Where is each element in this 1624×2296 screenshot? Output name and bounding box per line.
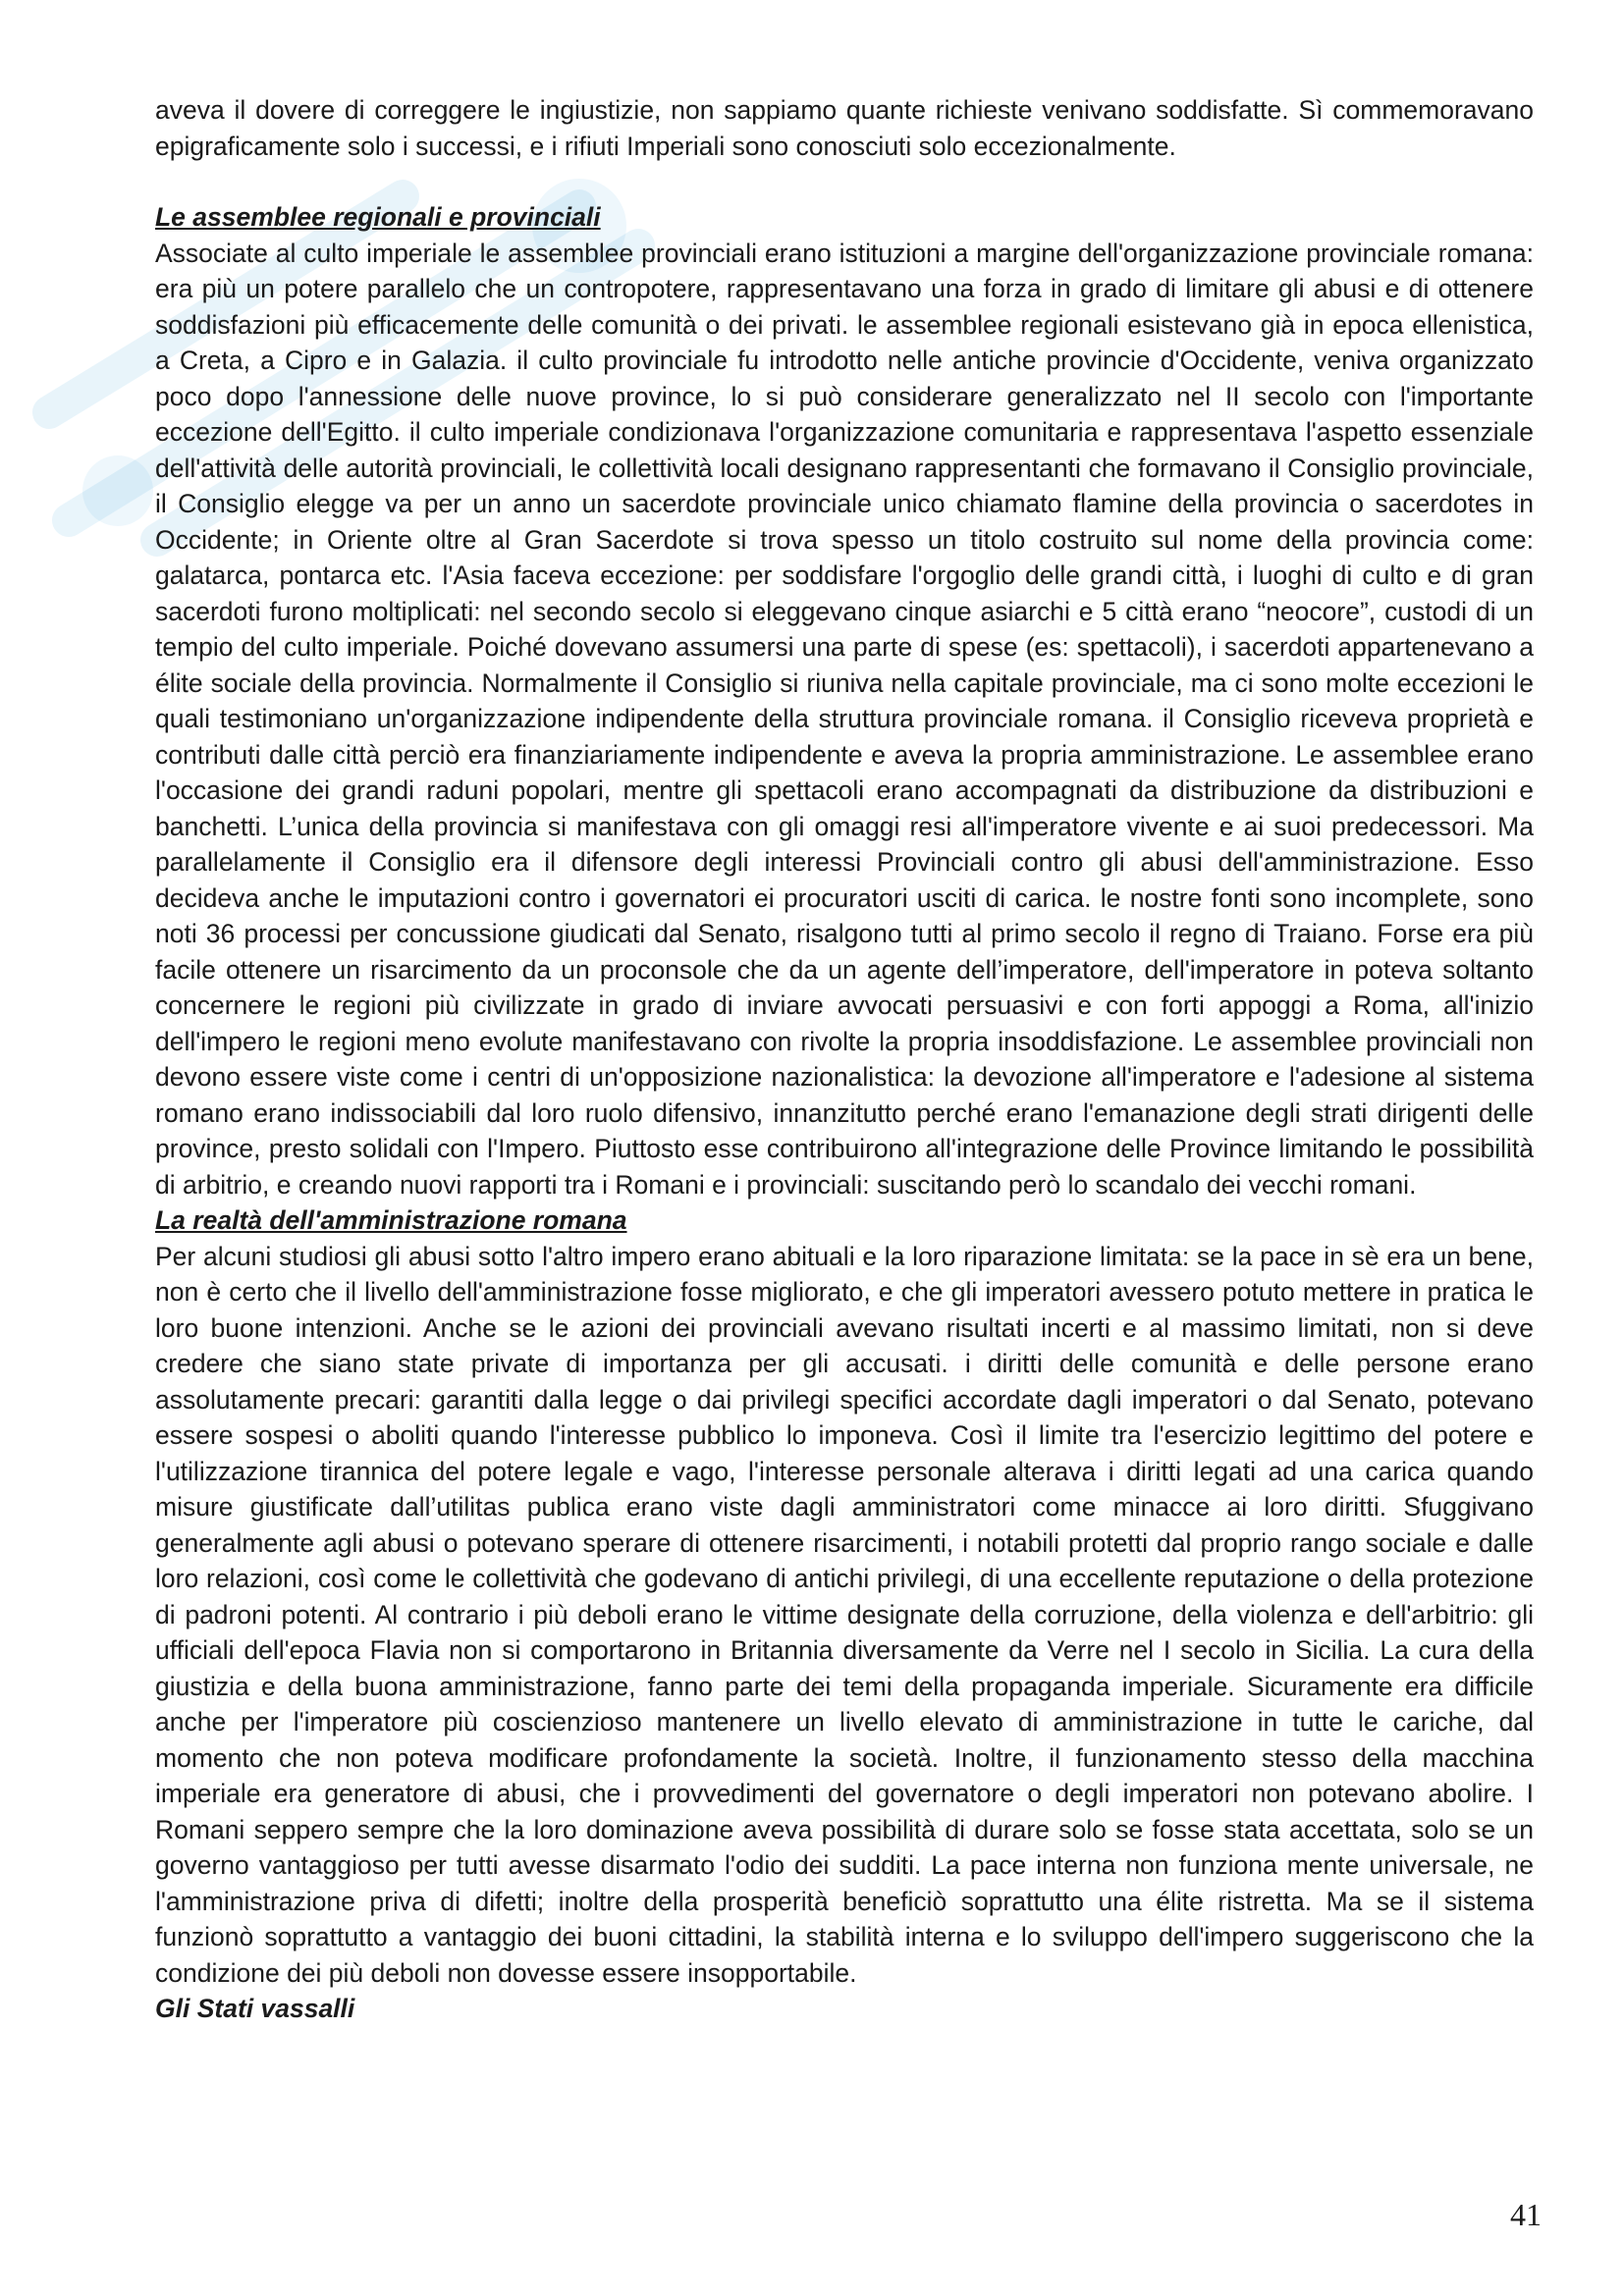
section-heading-assemblee: Le assemblee regionali e provinciali (155, 202, 601, 232)
opening-paragraph: aveva il dovere di correggere le ingiustizie, non sappiamo quante richieste venivano soddisfatte. Sì commemoravano epigraficamente solo i successi, e i rifiuti Imperiali sono conosciuti solo eccezionalmente. (155, 95, 1534, 161)
section-heading-stati-vassalli: Gli Stati vassalli (155, 1994, 355, 2023)
section-body-assemblee: Associate al culto imperiale le assemblee provinciali erano istituzioni a margine dell'organizzazione provinciale romana: era più un potere parallelo che un contropotere, rappresentavano una forza in grado di limitare gli abusi e di ottenere soddisfazioni più efficacemente delle comunità o dei privati. le assemblee regionali esistevano già in epoca ellenistica, a Creta, a Cipro e in Galazia. il culto provinciale fu introdotto nelle antiche provincie d'Occidente, veniva organizzato poco dopo l'annessione delle nuove province, lo si può considerare generalizzato nel II secolo con l'importante eccezione dell'Egitto. il culto imperiale condizionava l'organizzazione comunitaria e rappresentava l'aspetto essenziale dell'attività delle autorità provinciali, le collettività locali designano rappresentanti che formavano il Consiglio provinciale, il Consiglio elegge va per un anno un sacerdote provinciale unico chiamato flamine della provincia o sacerdotes in Occidente; in Oriente oltre al Gran Sacerdote si trova spesso un titolo costruito sul nome della provincia come: galatarca, pontarca etc. l'Asia faceva eccezione: per soddisfare l'orgoglio delle grandi città, i luoghi di culto e di gran sacerdoti furono moltiplicati: nel secondo secolo si eleggevano cinque asiarchi e 5 città erano “neocore”, custodi di un tempio del culto imperiale. Poiché dovevano assumersi una parte di spese (es: spettacoli), i sacerdoti appartenevano a élite sociale della provincia. Normalmente il Consiglio si riuniva nella capitale provinciale, ma ci sono molte eccezioni le quali testimoniano un'organizzazione indipendente della struttura provinciale romana. il Consiglio riceveva proprietà e contributi dalle città perciò era finanziariamente indipendente e aveva la propria amministrazione. Le assemblee erano l'occasione dei grandi raduni popolari, mentre gli spettacoli erano accompagnati da distribuzione da distribuzioni e banchetti. L’unica della provincia si manifestava con gli omaggi resi all'imperatore vivente e ai suoi predecessori. Ma parallelamente il Consiglio era il difensore degli interessi Provinciali contro gli abusi dell'amministrazione. Esso decideva anche le imputazioni contro i governatori ei procuratori usciti di carica. le nostre fonti sono incomplete, sono noti 36 processi per concussione giudicati dal Senato, risalgono tutti al primo secolo il regno di Traiano. Forse era più facile ottenere un risarcimento da un proconsole che da un agente dell’imperatore, dell'imperatore in poteva soltanto concernere le regioni più civilizzate in grado di inviare avvocati persuasivi e con forti appoggi a Roma, all'inizio dell'impero le regioni meno evolute manifestavano con rivolte la propria insoddisfazione. Le assemblee provinciali non devono essere viste come i centri di un'opposizione nazionalistica: la devozione all'imperatore e l'adesione al sistema romano erano indissociabili dal loro ruolo difensivo, innanzitutto perché erano l'emanazione degli strati dirigenti delle province, presto solidali con l'Impero. Piuttosto esse contribuirono all'integrazione delle Province limitando le possibilità di arbitrio, e creando nuovi rapporti tra i Romani e i provinciali: suscitando però lo scandalo dei vecchi romani. (155, 238, 1534, 1200)
paragraph-spacer (155, 164, 1534, 199)
page-number: 41 (1510, 2197, 1542, 2232)
page-content (155, 92, 1534, 2027)
section-body-realta: Per alcuni studiosi gli abusi sotto l'altro impero erano abituali e la loro riparazione limitata: se la pace in sè era un bene, non è certo che il livello dell'amministrazione fosse migliorato, e che gli imperatori avessero potuto mettere in pratica le loro buone intenzioni. Anche se le azioni dei provinciali avevano risultati incerti e al massimo limitati, non si deve credere che siano state private di importanza per gli accusati. i diritti delle comunità e delle persone erano assolutamente precari: garantiti dalla legge o dai privilegi specifici accordate dagli imperatori o dal Senato, potevano essere sospesi o aboliti quando l'interesse pubblico lo imponeva. Così il limite tra l'esercizio legittimo del potere e l'utilizzazione tirannica del potere legale e vago, l'interesse personale alterava i diritti legati ad una carica quando misure giustificate dall’utilitas publica erano viste dagli amministratori come minacce ai loro diritti. Sfuggivano generalmente agli abusi o potevano sperare di ottenere risarcimenti, i notabili protetti dal proprio rango sociale e dalle loro relazioni, così come le collettività che godevano di antichi privilegi, di una eccellente reputazione o della protezione di padroni potenti. Al contrario i più deboli erano le vittime designate della corruzione, della violenza e dell'arbitrio: gli ufficiali dell'epoca Flavia non si comportarono in Britannia diversamente da Verre nel I secolo in Sicilia. La cura della giustizia e della buona amministrazione, fanno parte dei temi della propaganda imperiale. Sicuramente era difficile anche per l'imperatore più coscienzioso mantenere un livello elevato di amministrazione in tutte le cariche, dal momento che non poteva modificare profondamente la società. Inoltre, il funzionamento stesso della macchina imperiale era generatore di abusi, che i provvedimenti del governatore o degli imperatori non potevano abolire. I Romani seppero sempre che la loro dominazione aveva possibilità di durare solo se fosse stata accettata, solo se un governo vantaggioso per tutti avesse disarmato l'odio dei sudditi. La pace interna non funziona mente universale, ne l'amministrazione priva di difetti; inoltre della prosperità beneficiò soprattutto una élite ristretta. Ma se il sistema funzionò soprattutto a vantaggio dei buoni cittadini, la stabilità interna e lo sviluppo dell'impero suggeriscono che la condizione dei più deboli non dovesse essere insopportabile. (155, 1241, 1534, 1988)
section-heading-realta: La realtà dell'amministrazione romana (155, 1205, 627, 1235)
